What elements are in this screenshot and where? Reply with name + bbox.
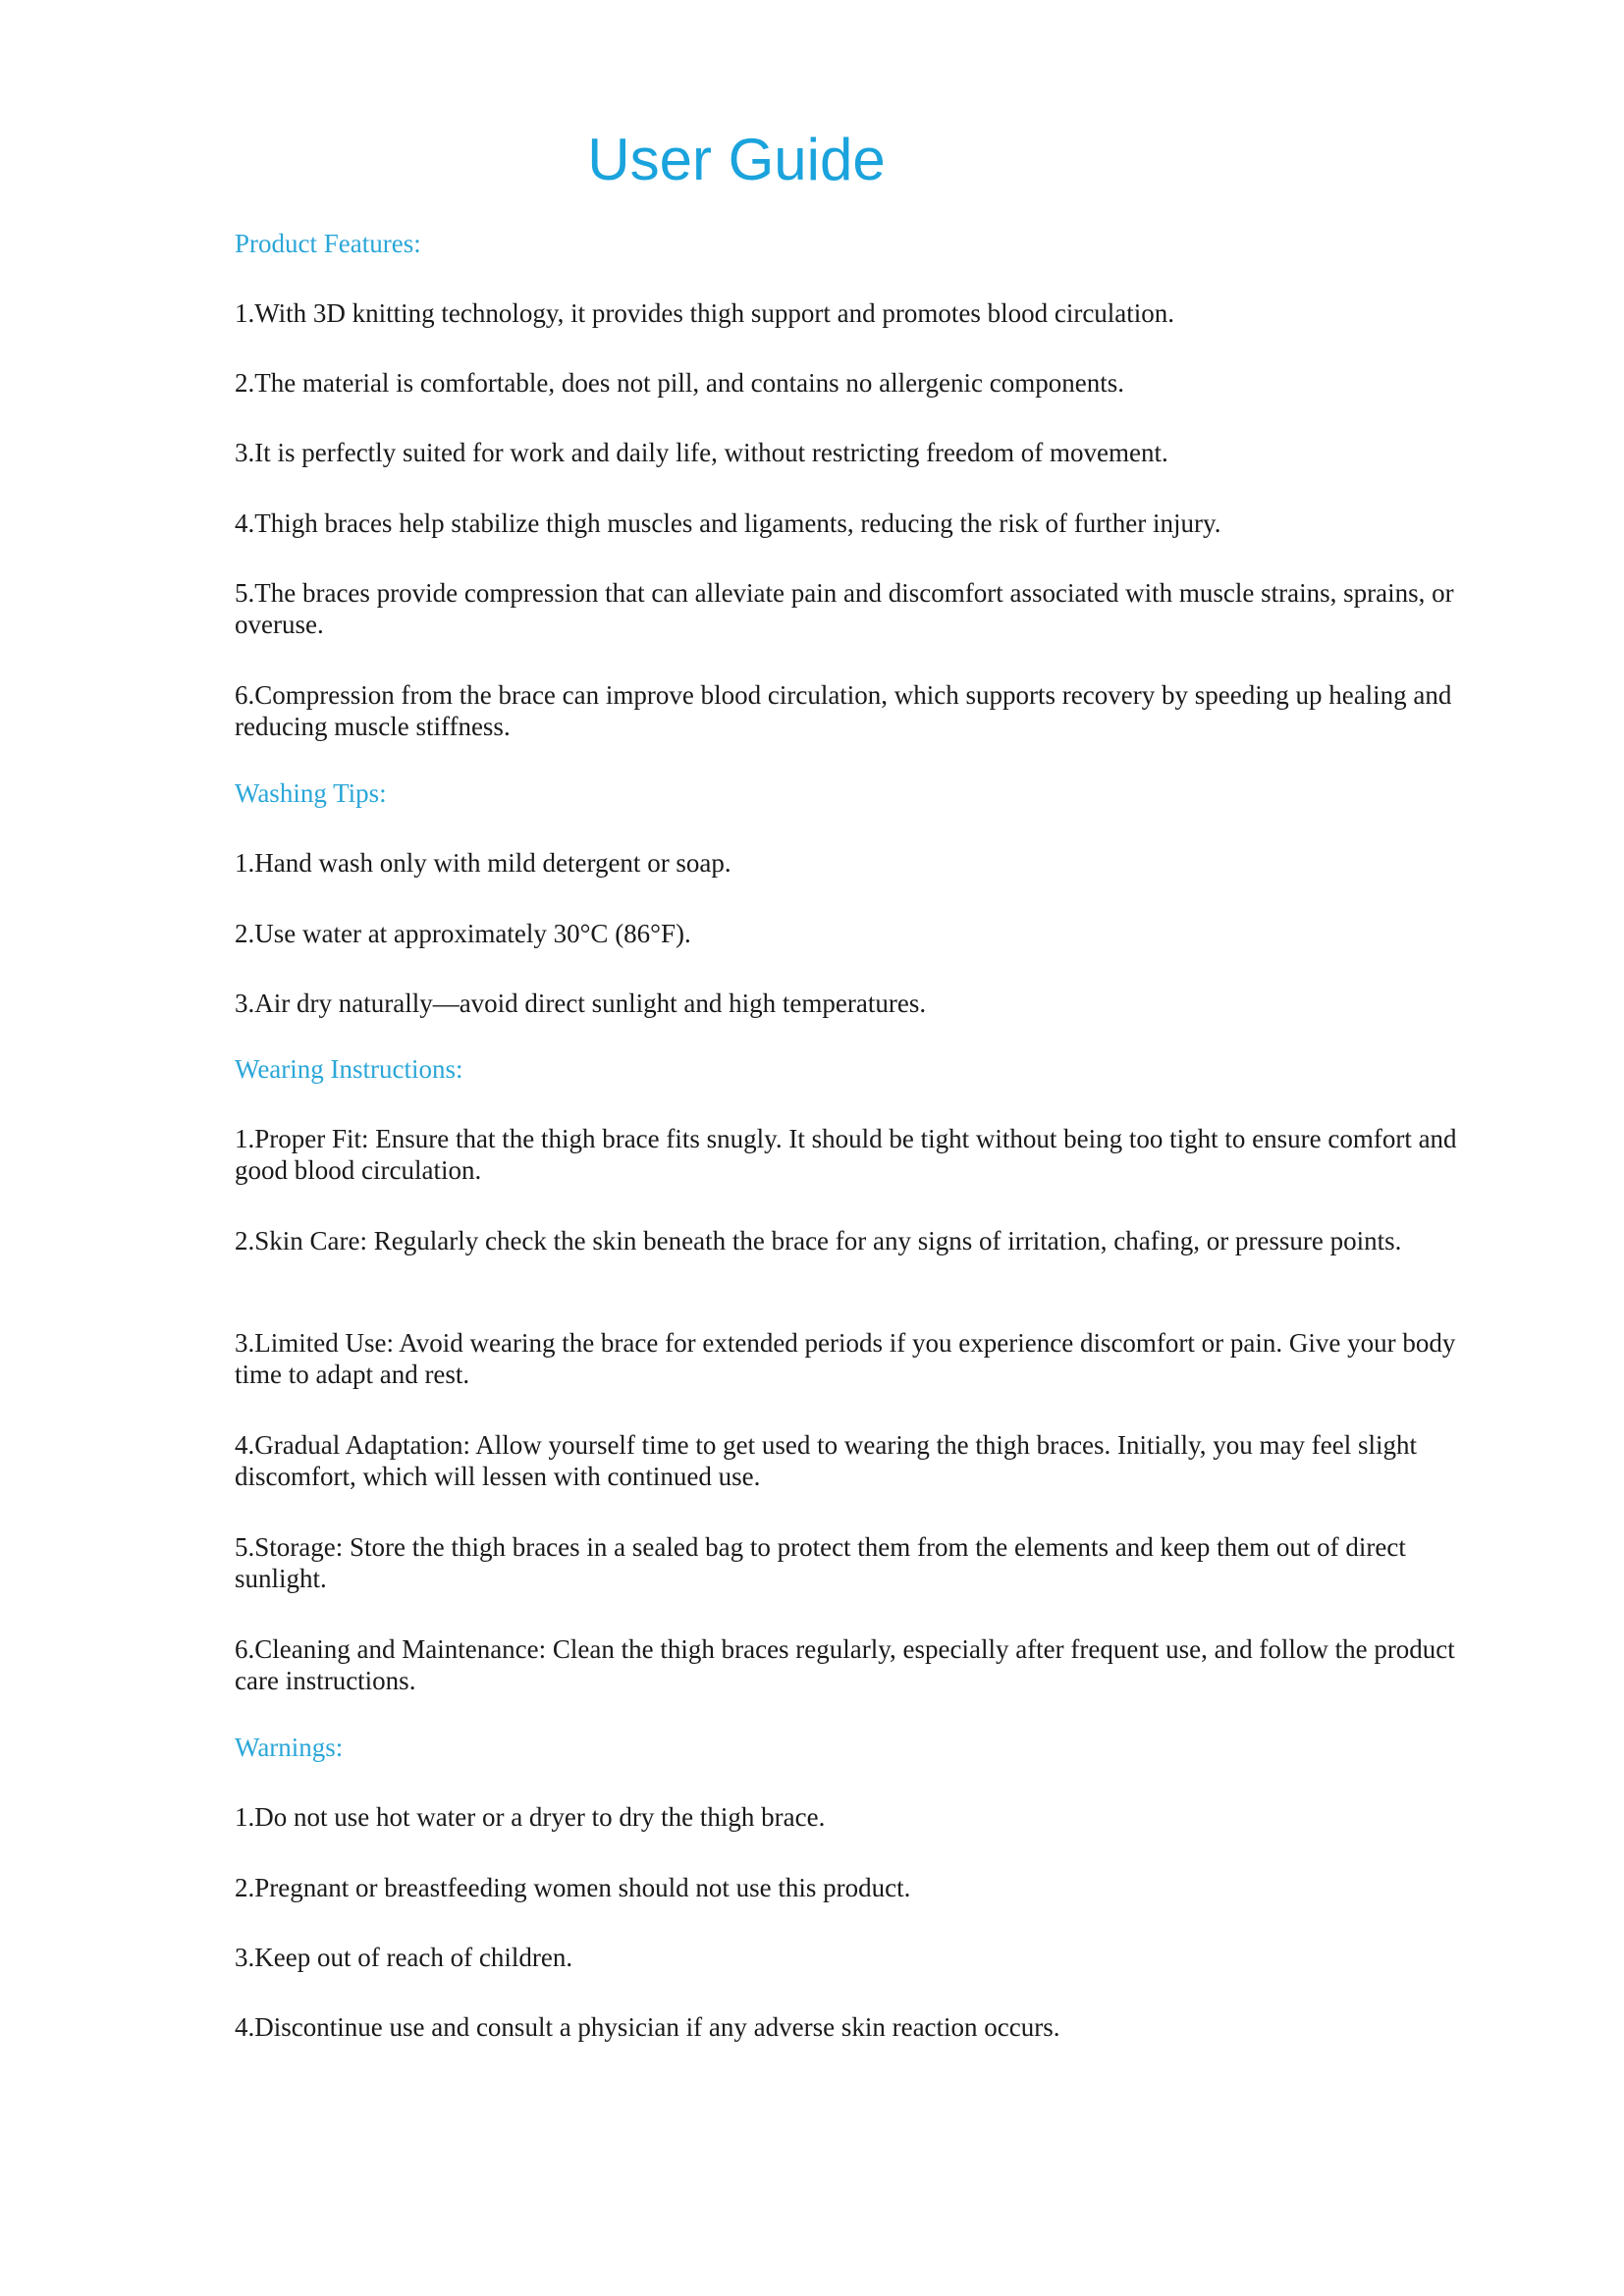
warning-item-2: 2.Pregnant or breastfeeding women should not use this product. [235,1873,911,1902]
warning-item-4: 4.Discontinue use and consult a physician if any adverse skin reaction occurs. [235,2012,1060,2042]
washing-item-1: 1.Hand wash only with mild detergent or soap. [235,848,731,878]
feature-item-3: 3.It is perfectly suited for work and daily life, without restricting freedom of movement. [235,438,1168,467]
wearing-item-2: 2.Skin Care: Regularly check the skin beneath the brace for any signs of irritation, chafing, or pressure points. [235,1226,1402,1255]
wearing-item-1: 1.Proper Fit: Ensure that the thigh brace fits snugly. It should be tight without being too tight to ensure comfort and good blood circulation. [235,1124,1457,1185]
section-heading-warnings: Warnings: [235,1733,344,1762]
washing-item-2: 2.Use water at approximately 30°C (86°F). [235,919,691,948]
section-heading-wearing-instructions: Wearing Instructions: [235,1054,463,1084]
warning-item-1: 1.Do not use hot water or a dryer to dry the thigh brace. [235,1802,826,1832]
feature-item-1: 1.With 3D knitting technology, it provides thigh support and promotes blood circulation. [235,298,1175,328]
section-heading-product-features: Product Features: [235,229,421,258]
washing-item-3: 3.Air dry naturally—avoid direct sunlight and high temperatures. [235,988,927,1018]
warning-item-3: 3.Keep out of reach of children. [235,1943,573,1972]
page-title: User Guide [587,127,886,192]
section-heading-washing-tips: Washing Tips: [235,778,387,808]
wearing-item-5: 5.Storage: Store the thigh braces in a sealed bag to protect them from the elements and keep them out of direct sunlight. [235,1532,1406,1593]
wearing-item-6: 6.Cleaning and Maintenance: Clean the thigh braces regularly, especially after frequent use, and follow the product care instructions. [235,1634,1455,1695]
feature-item-4: 4.Thigh braces help stabilize thigh muscles and ligaments, reducing the risk of further injury. [235,508,1221,538]
feature-item-5: 5.The braces provide compression that can alleviate pain and discomfort associated with muscle strains, sprains, or overuse. [235,578,1454,639]
feature-item-6: 6.Compression from the brace can improve blood circulation, which supports recovery by speeding up healing and reducing muscle stiffness. [235,680,1452,741]
wearing-item-4: 4.Gradual Adaptation: Allow yourself time to get used to wearing the thigh braces. Initially, you may feel slight discomfort, which will lessen with continued use. [235,1430,1417,1491]
feature-item-2: 2.The material is comfortable, does not pill, and contains no allergenic components. [235,368,1125,398]
wearing-item-3: 3.Limited Use: Avoid wearing the brace for extended periods if you experience discomfort or pain. Give your body time to adapt and rest. [235,1328,1456,1389]
